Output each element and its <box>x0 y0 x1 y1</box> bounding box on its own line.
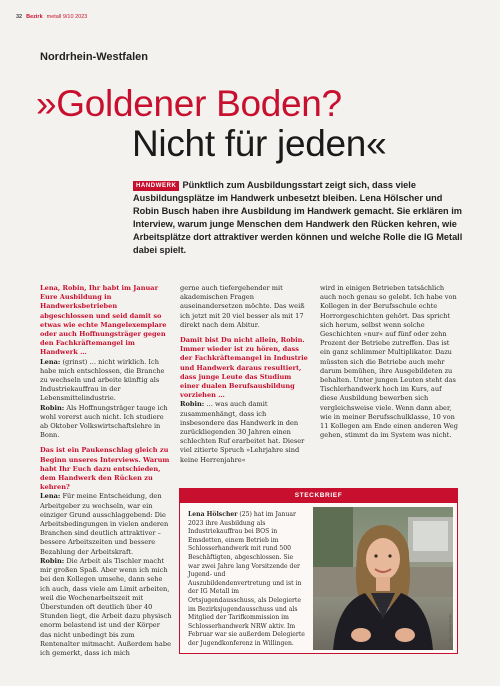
answer-text: Als Hoffnungsträger tauge ich wohl vorerst auch nicht. Ich studiere ab Oktober Volkswirtschaftslehre in Bonn. <box>40 403 168 440</box>
photo-credit: Foto: Thomas Range <box>448 613 452 642</box>
topic-tag: HANDWERK <box>133 181 179 191</box>
portrait-photo <box>313 507 453 650</box>
speaker-label: Robin: <box>40 403 65 412</box>
speaker-label: Lena: <box>40 492 61 501</box>
interview-answer <box>40 557 172 658</box>
lead-paragraph <box>133 179 468 257</box>
running-head <box>16 14 87 20</box>
article-column-1 <box>40 284 172 658</box>
article-column-2 <box>180 284 312 465</box>
answer-text: Die Arbeit als Tischler macht mir großen Spaß. Aber wenn ich mich bei den Kollegen umsehe, dann sehe ich auch, dass viele am Limit arbeiten, weil die Wochenarbeitszeit mit Überstunden oft deutlich über 40 Stunden liegt, die Arbeit dazu physisch enorm belastend ist und der Körper das nicht unbedingt bis zum Rentenalter mitmacht. Außerdem habe ich gemerkt, dass ich mich <box>40 556 172 657</box>
headline-line-2: Nicht für jeden« <box>132 123 387 164</box>
profile-text <box>188 511 306 649</box>
answer-continuation: gerne auch tiefergehender mit akademischen Fragen auseinandersetzen möchte. Das weiß ich jetzt mit 20 viel besser als mit 17 direkt nach dem Abitur. <box>180 284 305 329</box>
lead-text: Pünktlich zum Ausbildungsstart zeigt sich, dass viele Ausbildungsplätze im Handwerk unbesetzt bleiben. Lena Hölscher und Robin Busch haben ihre Ausbildung im Handwerk gemacht. Sie erklären im Interview, warum junge Menschen dem Handwerk den Rücken kehren, wie Arbeitsplätze dort attraktiver werden können und welche Rolle die IG Metall dabei spielt. <box>133 180 463 255</box>
interview-question: Damit bist Du nicht allein, Robin. Immer wieder ist zu hören, dass der Fachkräftemangel in Industrie und Handwerk daraus resultiert, dass junge Leute das Studium einer dualen Berufsausbildung vorziehen … <box>180 336 308 400</box>
page-number: 32 <box>16 14 23 20</box>
answer-text: Für meine Entscheidung, den Arbeitgeber zu wechseln, war ein einziger Grund ausschlaggebend: Die Arbeitsbedingungen in vielen anderen Branchen sind deutlich attraktiver – bessere Arbeitszeiten und bessere Bezahlung der Arbeitskraft. <box>40 492 169 556</box>
interview-answer <box>180 400 312 464</box>
interview-question: Lena, Robin, Ihr habt im Januar Eure Ausbildung in Handwerksbetrieben abgeschlossen und seid damit so etwas wie echte Mangelexemplare oder auch Hoffnungsträger gegen den Fachkräftemangel im Handwerk … <box>40 284 167 357</box>
region-label: Nordrhein-Westfalen <box>40 51 148 63</box>
interview-answer <box>40 492 172 556</box>
issue-label: metall 9/10 2023 <box>46 14 88 20</box>
answer-text: … was auch damit zusammenhängt, dass ich insbesondere das Handwerk in den zurückliegenden 30 Jahren einen schlechten Ruf erarbeitet hat. Dieser viel zitierte Spruch »Lehrjahre sind keine Herrenjahre« <box>180 400 305 464</box>
answer-text: (grinst) … nicht wirklich. Ich habe mich entschlossen, die Branche zu wechseln und arbeite künftig als Industriekauffrau in der Lebensmittelindustrie. <box>40 357 165 403</box>
portrait-image <box>313 507 453 650</box>
profile-bio: (25) hat im Januar 2023 ihre Ausbildung als Industriekauffrau bei BOS in Emsdetten, einem Betrieb im Schlosserhandwerk mit rund 500 Beschäftigten, abgeschlossen. Sie war zwei Jahre lang Vorsitzende der Jugend- und Auszubildendenvertretung und ist in der IG Metall im Ortsjugendausschuss, als Delegierte im Bezirksjugendausschuss und als Mitglied der Tarifkommission im Schlosserhandwerk NRW aktiv. Im Februar war sie außerdem Delegierte der Jugendkonferenz in Willingen. <box>188 511 305 647</box>
speaker-label: Lena: <box>40 357 61 366</box>
profile-box <box>179 488 458 654</box>
speaker-label: Robin: <box>180 400 205 409</box>
article-column-3 <box>320 284 458 440</box>
speaker-label: Robin: <box>40 556 65 565</box>
interview-answer <box>40 358 172 404</box>
answer-continuation: wird in einigen Betrieben tatsächlich auch noch genau so gelebt. Ich habe von Kollegen in der Berufsschule echte Horrorgeschichten gehört. Das spricht sich herum, selbst wenn solche Geschichten »nur« auf fünf oder zehn Prozent der Betriebe zutreffen. Das ist ein ganz schlimmer Multiplikator. Dazu müssten sich die Betriebe auch mehr darum bemühen, ihre Ausgebildeten zu behalten. Unter jungen Leuten steht das Tischlerhandwerk hoch im Kurs, auf diese Ausbildung bewerben sich vergleichsweise viele. Wenn dann aber, wie in meiner Berufsschulklasse, 10 von 11 Kollegen am Ende einen anderen Weg gehen, stimmt da im System was nicht. <box>320 284 458 440</box>
headline-line-1: »Goldener Boden? <box>36 83 342 124</box>
section-name: Bezirk <box>26 14 43 20</box>
interview-question: Das ist ein Paukenschlag gleich zu Beginn unseres Interviews. Warum habt Ihr Euch dazu entschieden, dem Handwerk den Rücken zu kehren? <box>40 446 170 492</box>
profile-box-title: STECKBRIEF <box>180 489 457 503</box>
profile-name: Lena Hölscher <box>188 511 238 518</box>
interview-answer <box>40 404 172 441</box>
